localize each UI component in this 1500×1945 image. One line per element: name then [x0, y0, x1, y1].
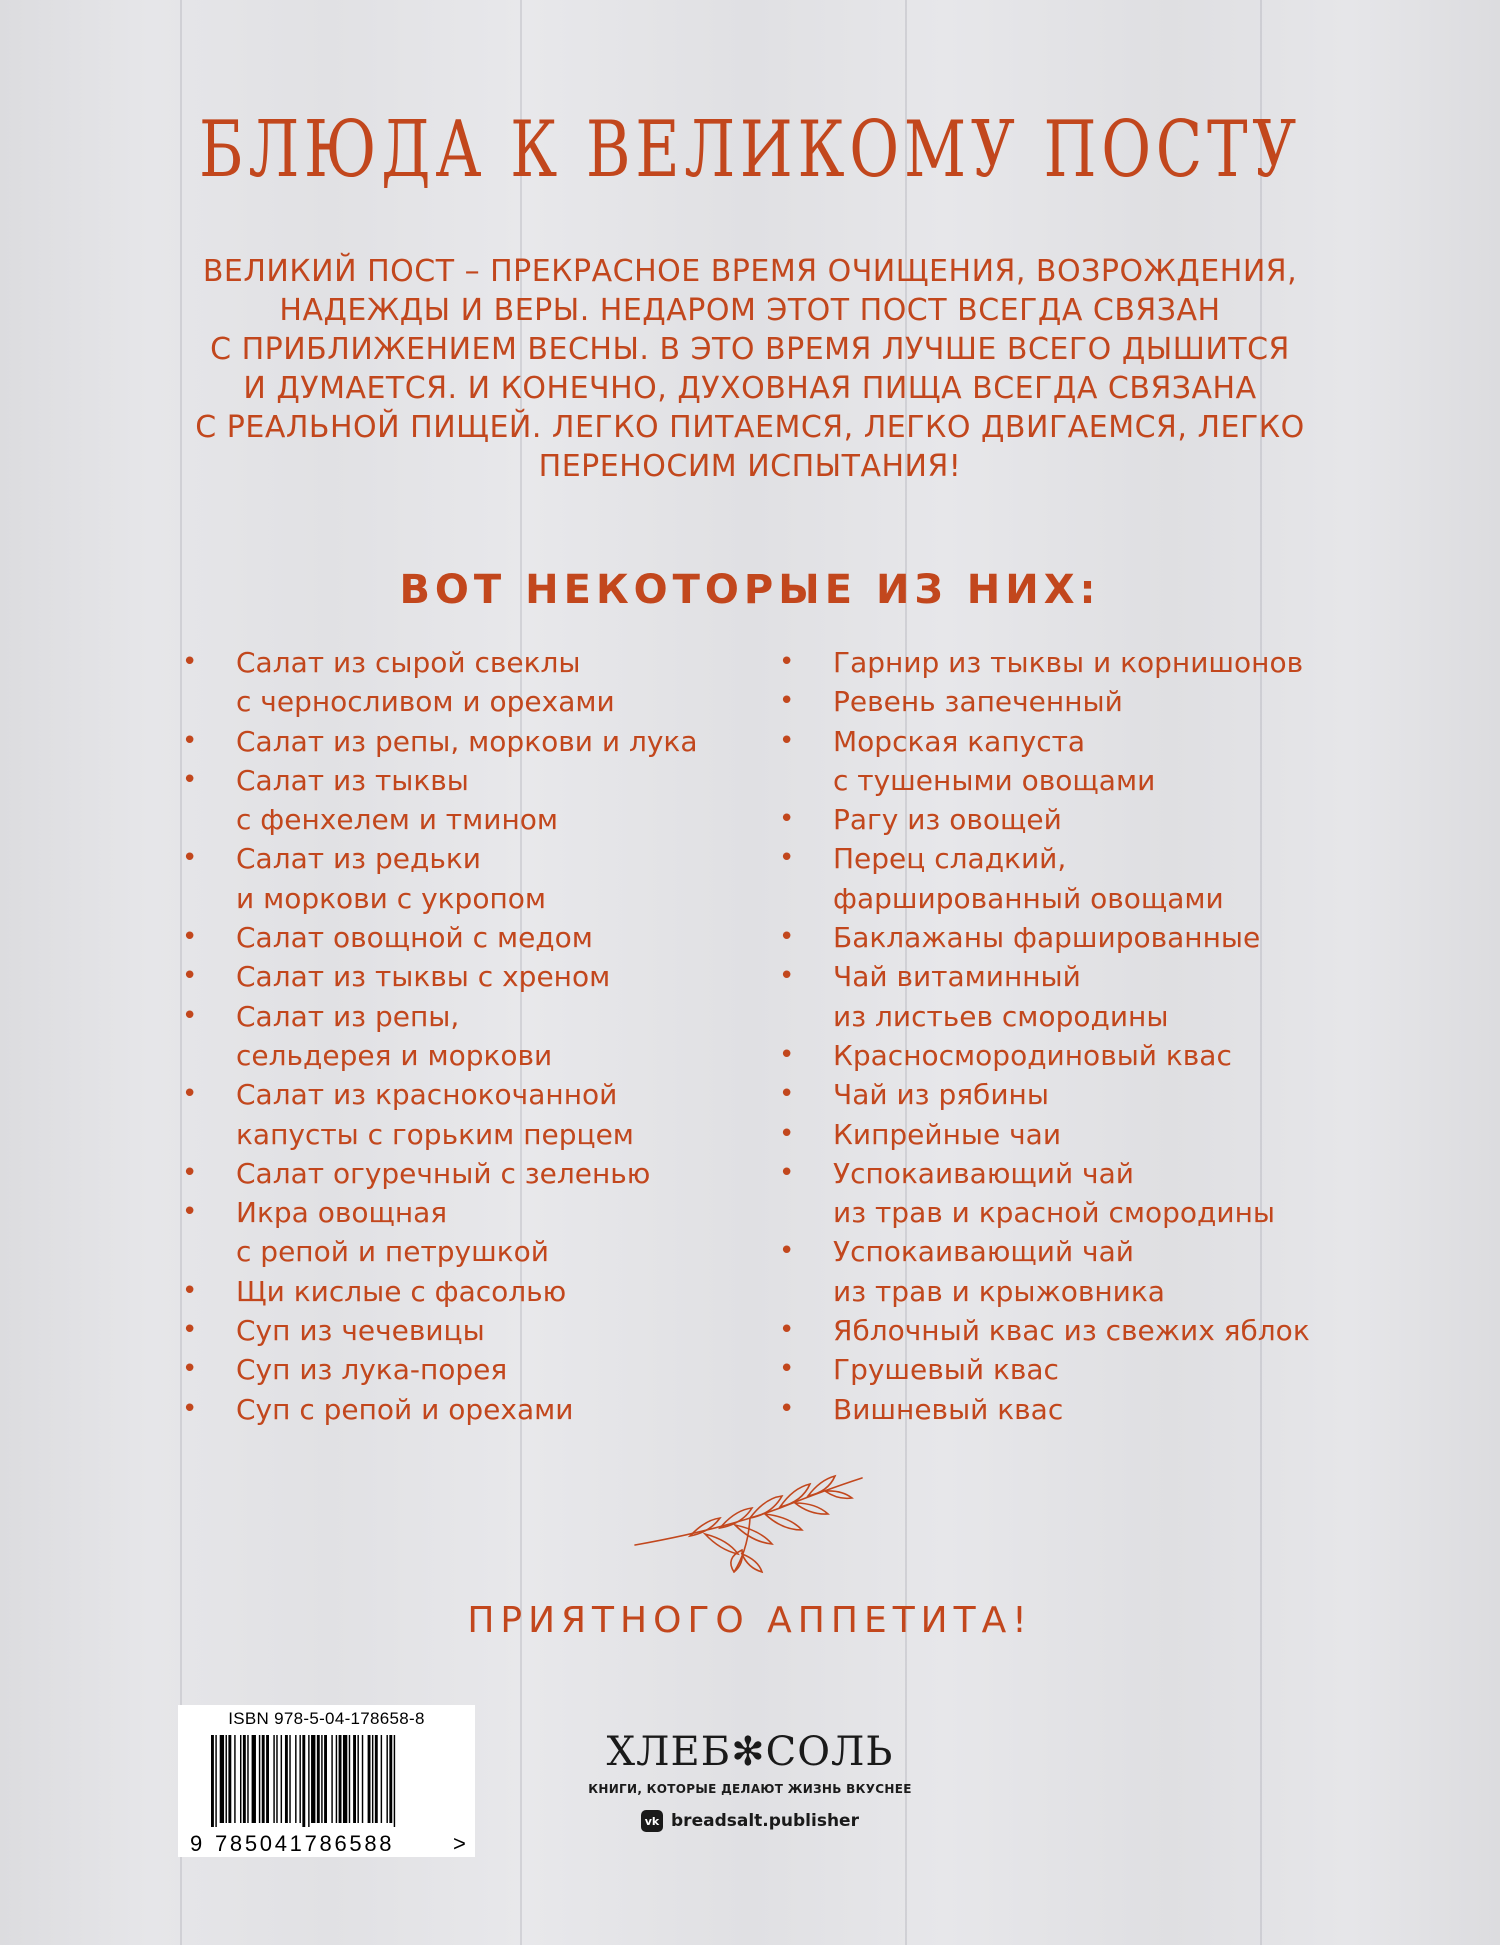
list-item: • Кипрейные чаи [777, 1115, 1377, 1154]
list-item: • Успокаивающий чай из трав и крыжовника [777, 1232, 1377, 1311]
isbn-barcode-box [178, 1705, 475, 1857]
list-item: • Гарнир из тыквы и корнишонов [777, 643, 1377, 682]
barcode-bar [240, 1735, 241, 1823]
list-item: • Грушевый квас [777, 1350, 1377, 1389]
barcode-bar [276, 1735, 277, 1823]
list-item: • Перец сладкий, фаршированный овощами [777, 839, 1377, 918]
list-item: • Щи кислые с фасолью [180, 1272, 740, 1311]
barcode-icon [211, 1735, 449, 1827]
barcode-bar [243, 1735, 246, 1823]
barcode-bar [228, 1735, 231, 1823]
intro-paragraph [150, 252, 1350, 486]
dish-list-right [777, 643, 1377, 1429]
barcode-bar [234, 1735, 235, 1823]
list-item: • Салат из редьки и моркови с укропом [180, 839, 740, 918]
barcode-bar [266, 1735, 269, 1823]
intro-line: С РЕАЛЬНОЙ ПИЩЕЙ. ЛЕГКО ПИТАЕМСЯ, ЛЕГКО ДВИГАЕМСЯ, ЛЕГКО [195, 410, 1305, 445]
list-item: • Морская капуста с тушеными овощами [777, 722, 1377, 801]
list-item: • Чай витаминный из листьев смородины [777, 957, 1377, 1036]
isbn-digits: 785041786588 [215, 1831, 395, 1856]
barcode-bar [281, 1735, 282, 1823]
vk-icon: vk [641, 1810, 663, 1832]
barcode-bar [317, 1735, 320, 1823]
barcode-bar [375, 1735, 378, 1823]
barcode-bar [295, 1735, 296, 1823]
list-item: • Суп с репой и орехами [180, 1390, 740, 1429]
barcode-bar [226, 1735, 227, 1823]
list-item: • Яблочный квас из свежих яблок [777, 1311, 1377, 1350]
barcode-bar [273, 1735, 274, 1823]
intro-line: НАДЕЖДЫ И ВЕРЫ. НЕДАРОМ ЭТОТ ПОСТ ВСЕГДА СВЯЗАН [279, 293, 1221, 328]
list-item: • Салат из сырой свеклы с черносливом и орехами [180, 643, 740, 722]
barcode-bar [394, 1735, 395, 1827]
barcode-bar [389, 1735, 392, 1823]
barcode-bar [285, 1735, 288, 1823]
barcode-bar [252, 1735, 256, 1823]
barcode-bar [372, 1735, 373, 1823]
barcode-bar [386, 1735, 387, 1823]
barcode-bar [262, 1735, 265, 1823]
page-title: БЛЮДА К ВЕЛИКОМУ ПОСТУ [199, 105, 1301, 195]
list-item: • Красносмородиновый квас [777, 1036, 1377, 1075]
barcode-bar [336, 1735, 337, 1823]
list-item: • Салат овощной с медом [180, 918, 740, 957]
publisher-name: ХЛЕБ✻СОЛЬ [606, 1729, 894, 1775]
barcode-bar [220, 1735, 224, 1823]
barcode-bar [362, 1735, 363, 1823]
dishes-subheading: ВОТ НЕКОТОРЫЕ ИЗ НИХ: [399, 567, 1101, 613]
list-item: • Баклажаны фаршированные [777, 918, 1377, 957]
closing-phrase: ПРИЯТНОГО АППЕТИТА! [467, 1600, 1033, 1641]
barcode-bar [302, 1735, 305, 1827]
social-handle: breadsalt.publisher [671, 1811, 859, 1831]
dish-list-left [180, 643, 740, 1429]
barcode-bar [311, 1735, 315, 1823]
isbn-label: ISBN 978-5-04-178658-8 [228, 1709, 425, 1728]
intro-line: ВЕЛИКИЙ ПОСТ – ПРЕКРАСНОЕ ВРЕМЯ ОЧИЩЕНИЯ, ВОЗРОЖДЕНИЯ, [202, 254, 1298, 289]
list-item: • Суп из лука-порея [180, 1350, 740, 1389]
publisher-tagline: КНИГИ, КОТОРЫЕ ДЕЛАЮТ ЖИЗНЬ ВКУСНЕЕ [588, 1782, 912, 1796]
list-item: • Салат из краснокочанной капусты с горьким перцем [180, 1075, 740, 1154]
barcode-bar [259, 1735, 260, 1823]
barcode-bar [247, 1735, 248, 1823]
intro-line: ПЕРЕНОСИМ ИСПЫТАНИЯ! [538, 449, 962, 484]
barcode-bar [308, 1735, 309, 1827]
leaf-sprig-icon [630, 1470, 870, 1590]
intro-line: С ПРИБЛИЖЕНИЕМ ВЕСНЫ. В ЭТО ВРЕМЯ ЛУЧШЕ ВСЕГО ДЫШИТСЯ [210, 332, 1290, 367]
barcode-bar [343, 1735, 347, 1823]
barcode-bar [331, 1735, 332, 1823]
list-item: • Салат из тыквы с хреном [180, 957, 740, 996]
list-item: • Рагу из овощей [777, 800, 1377, 839]
social-link[interactable] [560, 1810, 940, 1832]
barcode-bar [321, 1735, 322, 1823]
barcode-bar [349, 1735, 350, 1823]
isbn-prefix-digit: 9 [190, 1831, 203, 1856]
barcode-bar [215, 1735, 216, 1827]
list-item: • Салат огуречный с зеленью [180, 1154, 740, 1193]
isbn-quiet-zone-mark: > [453, 1831, 466, 1856]
list-item: • Салат из репы, сельдерея и моркови [180, 997, 740, 1076]
list-item: • Икра овощная с репой и петрушкой [180, 1193, 740, 1272]
barcode-bar [357, 1735, 358, 1823]
list-item: • Суп из чечевицы [180, 1311, 740, 1350]
barcode-bar [289, 1735, 290, 1823]
barcode-bar [324, 1735, 327, 1823]
barcode-bar [299, 1735, 300, 1823]
list-item: • Вишневый квас [777, 1390, 1377, 1429]
list-item: • Ревень запеченный [777, 682, 1377, 721]
barcode-bar [381, 1735, 382, 1823]
barcode-bar [211, 1735, 214, 1827]
barcode-bar [353, 1735, 356, 1823]
barcode-bar [368, 1735, 371, 1823]
list-item: • Успокаивающий чай из трав и красной смородины [777, 1154, 1377, 1233]
list-item: • Салат из тыквы с фенхелем и тмином [180, 761, 740, 840]
list-item: • Чай из рябины [777, 1075, 1377, 1114]
list-item: • Салат из репы, моркови и лука [180, 722, 740, 761]
publisher-logo [560, 1730, 940, 1832]
barcode-bar [339, 1735, 342, 1823]
intro-line: И ДУМАЕТСЯ. И КОНЕЧНО, ДУХОВНАЯ ПИЩА ВСЕГДА СВЯЗАНА [243, 371, 1257, 406]
